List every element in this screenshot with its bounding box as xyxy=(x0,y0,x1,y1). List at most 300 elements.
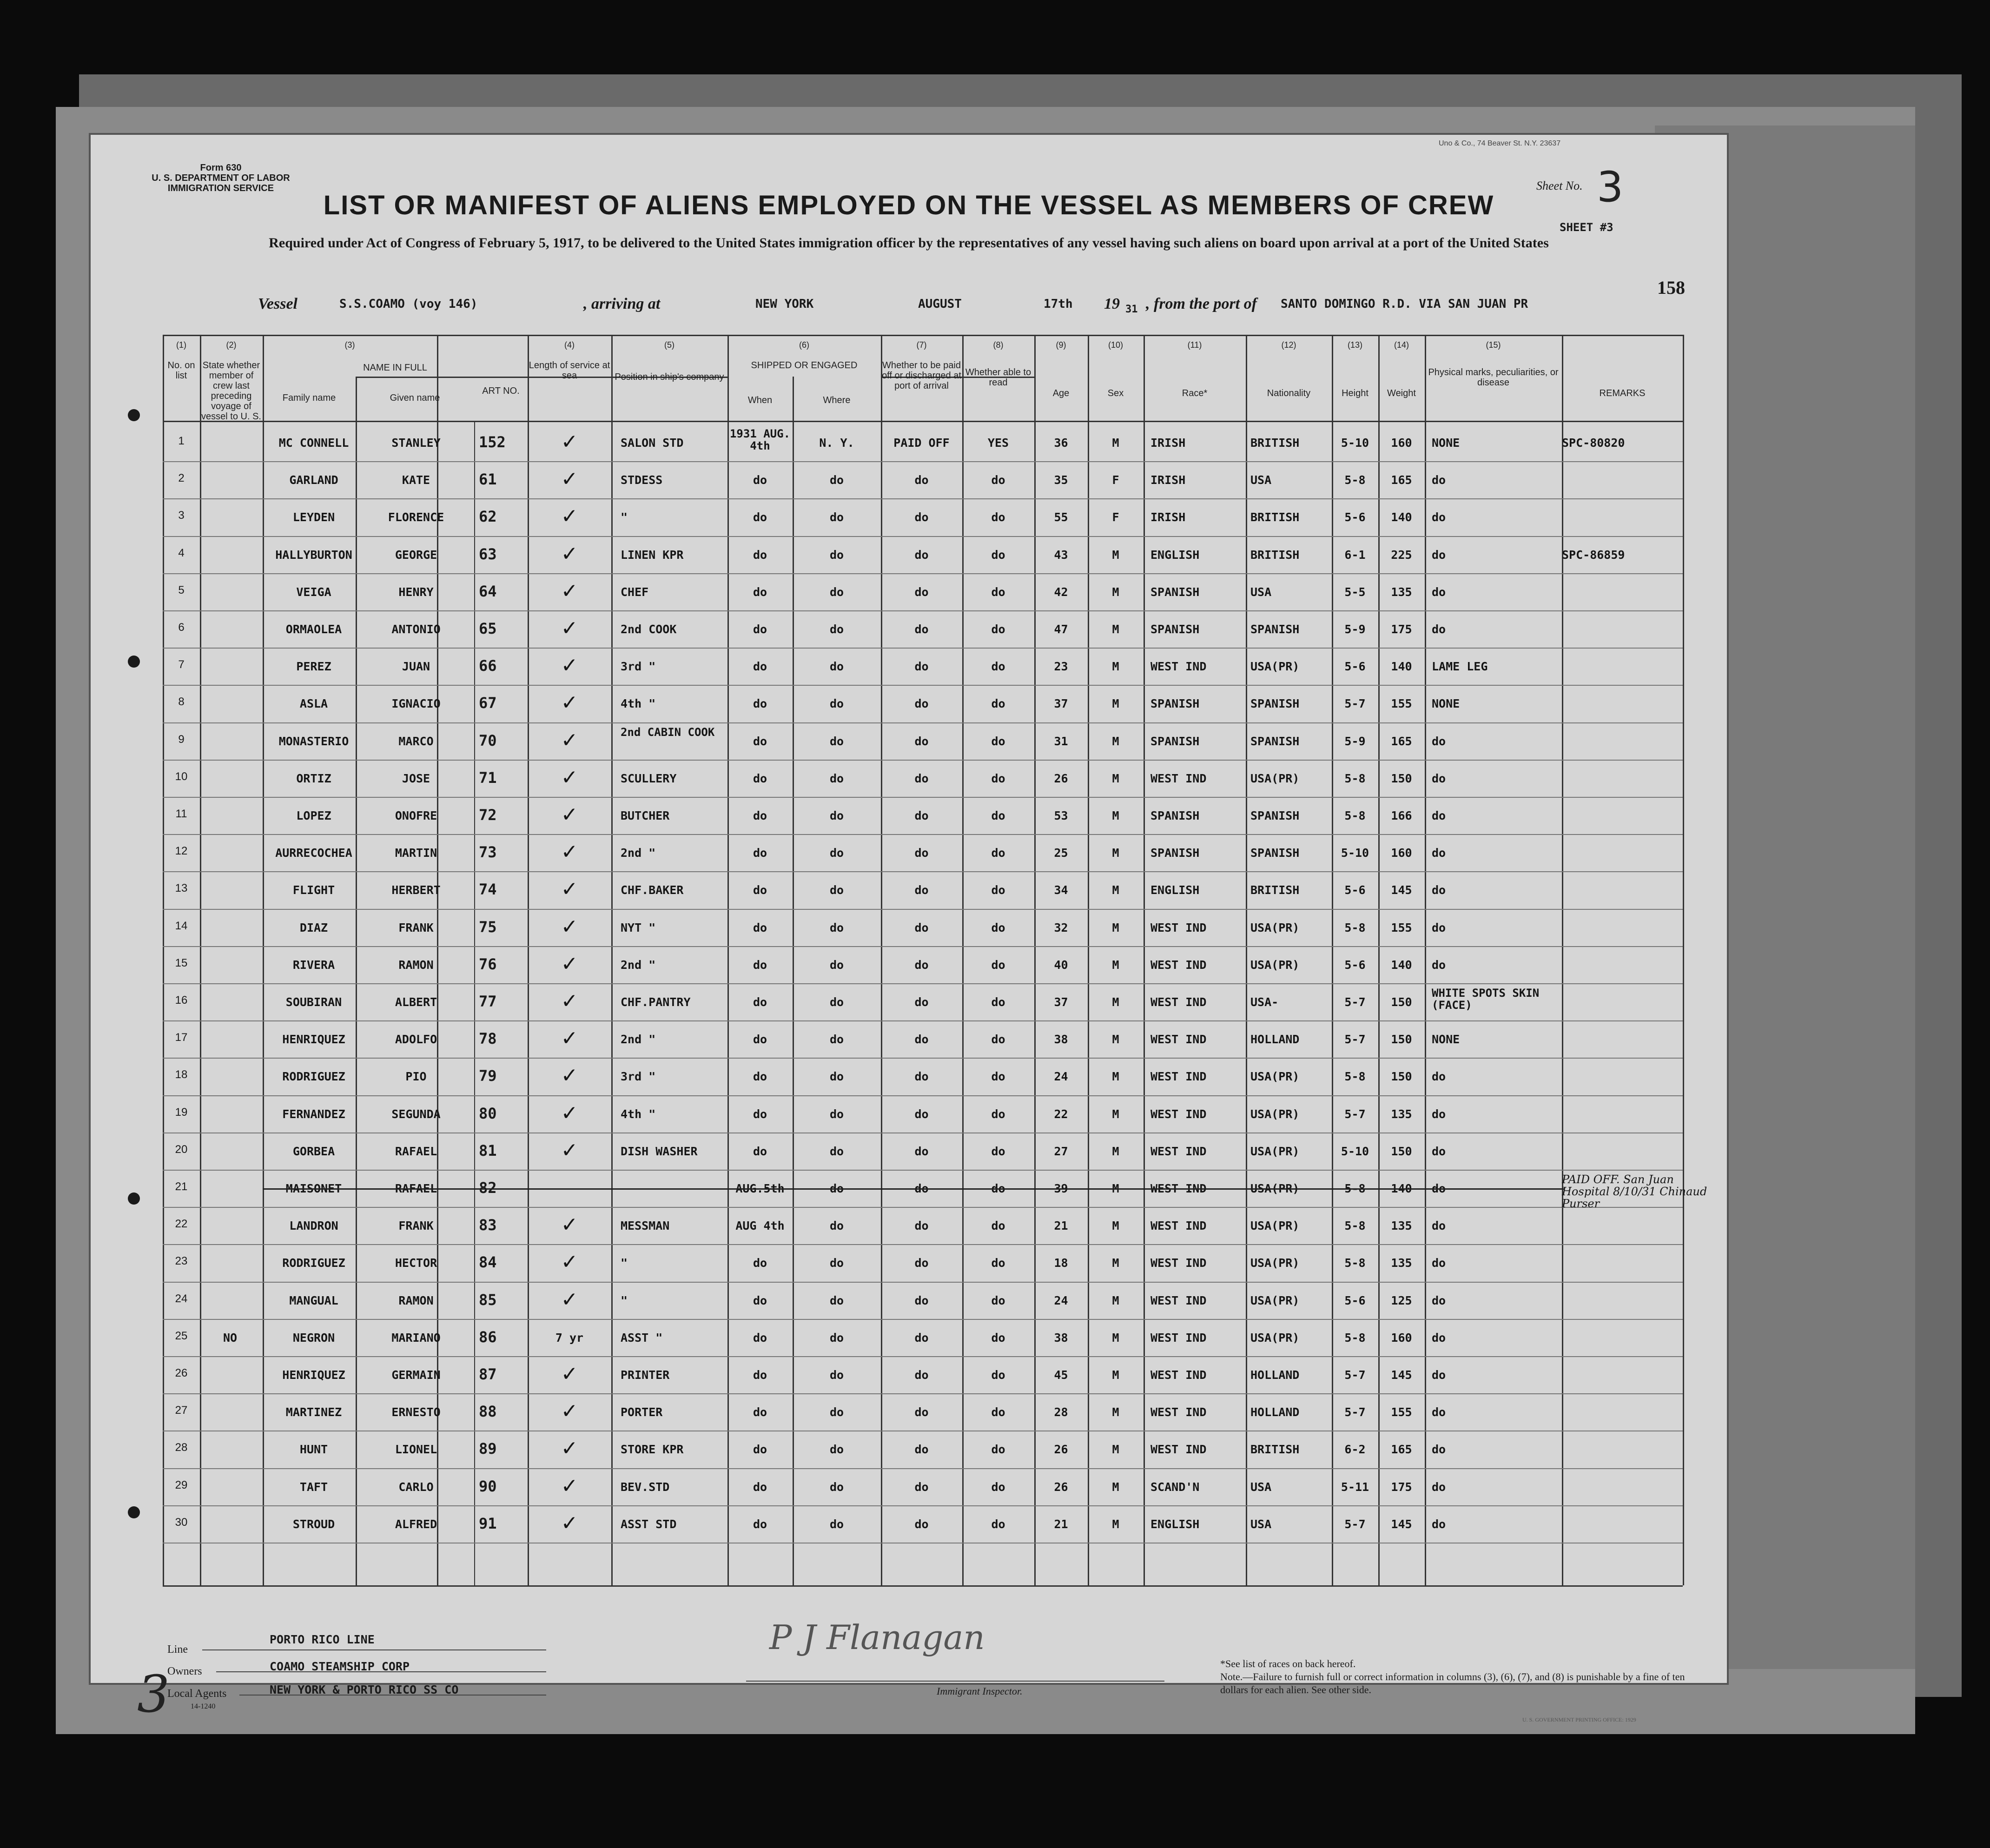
cell-art-no: 86 xyxy=(479,1328,497,1346)
from-label: , from the port of xyxy=(1146,295,1257,312)
cell-given-name: MARCO xyxy=(398,734,434,748)
form-number-block xyxy=(151,163,291,193)
cell-physical-marks: NONE xyxy=(1432,1033,1460,1047)
cell-when: do xyxy=(753,1107,767,1121)
cell-age: 53 xyxy=(1054,809,1068,822)
cell-physical-marks: NONE xyxy=(1432,436,1460,450)
cell-given-name: KATE xyxy=(402,473,430,487)
cell-age: 23 xyxy=(1054,660,1068,674)
cell-service: ✓ xyxy=(561,1474,578,1498)
cell-given-name: GERMAIN xyxy=(391,1368,441,1382)
cell-family-name: ORTIZ xyxy=(296,771,331,785)
cell-weight: 150 xyxy=(1391,1033,1412,1047)
cell-sex: M xyxy=(1112,883,1119,897)
cell-where: do xyxy=(829,1480,844,1494)
cell-when: do xyxy=(753,1293,767,1307)
cell-able-to-read: do xyxy=(991,1405,1005,1419)
cell-able-to-read: do xyxy=(991,1517,1005,1531)
cell-able-to-read: do xyxy=(991,548,1005,562)
cell-physical-marks: do xyxy=(1432,585,1446,599)
header-height: Height xyxy=(1342,388,1369,398)
cell-physical-marks: NONE xyxy=(1432,697,1460,711)
row-number: 29 xyxy=(175,1478,188,1491)
cell-height: 5-7 xyxy=(1344,1107,1366,1121)
cell-age: 24 xyxy=(1054,1293,1068,1307)
cell-family-name: LEYDEN xyxy=(292,510,335,524)
cell-physical-marks: do xyxy=(1432,1443,1446,1457)
cell-height: 5-7 xyxy=(1344,1368,1366,1382)
document-title: LIST OR MANIFEST OF ALIENS EMPLOYED ON THE VESSEL AS MEMBERS OF CREW xyxy=(323,190,1494,220)
cell-where: do xyxy=(829,510,844,524)
cell-nationality: USA(PR) xyxy=(1250,1293,1300,1307)
cell-able-to-read: do xyxy=(991,771,1005,785)
row-number: 24 xyxy=(175,1292,188,1305)
row-number: 23 xyxy=(175,1255,188,1268)
row-number: 11 xyxy=(175,808,187,820)
cell-given-name: FRANK xyxy=(398,921,434,934)
cell-nationality: SPANISH xyxy=(1250,809,1300,822)
cell-height: 5-11 xyxy=(1341,1480,1369,1494)
form-line: IMMIGRATION SERVICE xyxy=(167,183,274,193)
cell-race: SPANISH xyxy=(1150,734,1200,748)
cell-weight: 135 xyxy=(1391,1256,1412,1270)
cell-sex: M xyxy=(1112,697,1119,711)
cell-able-to-read: do xyxy=(991,623,1005,636)
cell-able-to-read: do xyxy=(991,921,1005,934)
cell-height: 5-7 xyxy=(1344,995,1366,1009)
cell-where: do xyxy=(829,1331,844,1345)
cell-able-to-read: do xyxy=(991,1443,1005,1457)
cell-where: do xyxy=(829,585,844,599)
cell-paid-off: do xyxy=(914,1368,929,1382)
cell-given-name: MARIANO xyxy=(391,1331,441,1345)
cell-race: WEST IND xyxy=(1150,1070,1207,1084)
line-label: Line xyxy=(167,1643,188,1656)
cell-paid-off: do xyxy=(914,883,929,897)
cell-sex: M xyxy=(1112,1107,1119,1121)
cell-able-to-read: do xyxy=(991,809,1005,822)
cell-service: ✓ xyxy=(561,1362,578,1386)
column-number: (4) xyxy=(564,340,575,350)
cell-service: ✓ xyxy=(561,1213,578,1237)
cell-race: WEST IND xyxy=(1150,958,1207,972)
cell-race: IRISH xyxy=(1150,473,1186,487)
column-number: (14) xyxy=(1394,340,1409,350)
column-number: (10) xyxy=(1108,340,1123,350)
cell-given-name: CARLO xyxy=(398,1480,434,1494)
cell-age: 37 xyxy=(1054,995,1068,1009)
owners-value: COAMO STEAMSHIP CORP xyxy=(270,1660,410,1673)
cell-family-name: RODRIGUEZ xyxy=(282,1070,345,1084)
cell-physical-marks: do xyxy=(1432,1070,1446,1084)
cell-race: WEST IND xyxy=(1150,771,1207,785)
cell-family-name: ORMAOLEA xyxy=(285,623,342,636)
header-when: When xyxy=(747,395,773,405)
cell-height: 5-10 xyxy=(1341,436,1369,450)
sheet-stamp: SHEET #3 xyxy=(1560,221,1613,234)
cell-art-no: 83 xyxy=(479,1216,497,1234)
cell-position: PORTER xyxy=(621,1405,663,1419)
cell-family-name: LOPEZ xyxy=(296,809,331,822)
cell-height: 6-1 xyxy=(1344,548,1366,562)
cell-able-to-read: do xyxy=(991,697,1005,711)
cell-weight: 166 xyxy=(1391,809,1412,822)
cell-family-name: HUNT xyxy=(299,1443,328,1457)
cell-position: BUTCHER xyxy=(621,809,670,822)
cell-nationality: USA(PR) xyxy=(1250,660,1300,674)
cell-able-to-read: do xyxy=(991,1219,1005,1233)
cell-when: do xyxy=(753,995,767,1009)
cell-position: SALON STD xyxy=(621,436,684,450)
cell-race: SPANISH xyxy=(1150,809,1200,822)
cell-physical-marks: do xyxy=(1432,623,1446,636)
cell-height: 5-7 xyxy=(1344,697,1366,711)
cell-given-name: JUAN xyxy=(402,660,430,674)
cell-family-name: PEREZ xyxy=(296,660,331,674)
voyage-line xyxy=(258,295,1718,318)
header-previous-voyage: State whether member of crew last preceding voyage of vessel to U. S. xyxy=(201,360,261,422)
cell-height: 5-7 xyxy=(1344,1517,1366,1531)
header-name-in-full: NAME IN FULL xyxy=(363,363,427,373)
form-code: 14-1240 xyxy=(191,1702,216,1710)
cell-weight: 135 xyxy=(1391,1219,1412,1233)
cell-art-no: 71 xyxy=(479,768,497,787)
cell-art-no: 64 xyxy=(479,582,497,600)
cell-position: 4th " xyxy=(621,697,656,711)
cell-able-to-read: do xyxy=(991,1144,1005,1158)
cell-paid-off: do xyxy=(914,623,929,636)
cell-paid-off: do xyxy=(914,846,929,860)
cell-race: IRISH xyxy=(1150,510,1186,524)
cell-height: 5-10 xyxy=(1341,1144,1369,1158)
header-paid-off: Whether to be paid off or discharged at port of arrival xyxy=(882,360,961,391)
cell-service: ✓ xyxy=(561,728,578,752)
row-number: 5 xyxy=(178,583,185,596)
cell-age: 22 xyxy=(1054,1107,1068,1121)
cell-weight: 150 xyxy=(1391,1144,1412,1158)
cell-where: do xyxy=(829,809,844,822)
cell-where: do xyxy=(829,548,844,562)
cell-when: do xyxy=(753,883,767,897)
column-number: (3) xyxy=(344,340,355,350)
cell-weight: 165 xyxy=(1391,734,1412,748)
cell-art-no: 75 xyxy=(479,918,497,936)
cell-race: ENGLISH xyxy=(1150,1517,1200,1531)
header-length-of-service: Length of service at sea xyxy=(529,360,610,381)
cell-nationality: HOLLAND xyxy=(1250,1033,1300,1047)
cell-physical-marks: do xyxy=(1432,1182,1446,1195)
cell-race: ENGLISH xyxy=(1150,883,1200,897)
cell-where: do xyxy=(829,1033,844,1047)
cell-sex: M xyxy=(1112,846,1119,860)
cell-race: WEST IND xyxy=(1150,1331,1207,1345)
cell-nationality: HOLLAND xyxy=(1250,1368,1300,1382)
cell-art-no: 80 xyxy=(479,1104,497,1122)
cell-family-name: MAISONET xyxy=(285,1182,342,1195)
cell-paid-off: do xyxy=(914,1107,929,1121)
cell-race: WEST IND xyxy=(1150,1144,1207,1158)
cell-height: 5-5 xyxy=(1344,585,1366,599)
cell-family-name: AURRECOCHEA xyxy=(275,846,352,860)
header-sex: Sex xyxy=(1107,388,1124,398)
cell-position: 2nd CABIN COOK xyxy=(621,725,715,739)
cell-nationality: USA(PR) xyxy=(1250,1070,1300,1084)
cell-given-name: RAFAEL xyxy=(395,1144,437,1158)
cell-paid-off: do xyxy=(914,585,929,599)
cell-where: do xyxy=(829,1256,844,1270)
cell-service: 7 yr xyxy=(555,1331,584,1345)
cell-family-name: MONASTERIO xyxy=(278,734,349,748)
cell-nationality: SPANISH xyxy=(1250,623,1300,636)
cell-when: do xyxy=(753,473,767,487)
cell-sex: M xyxy=(1112,734,1119,748)
cell-when: do xyxy=(753,958,767,972)
cell-given-name: STANLEY xyxy=(391,436,441,450)
header-physical-marks: Physical marks, peculiarities, or disease xyxy=(1428,367,1559,388)
cell-where: do xyxy=(829,1219,844,1233)
cell-sex: F xyxy=(1112,473,1119,487)
row-number: 7 xyxy=(178,658,185,671)
sheet-number: 3 xyxy=(1597,163,1624,212)
cell-weight: 135 xyxy=(1391,1107,1412,1121)
cell-height: 5-9 xyxy=(1344,734,1366,748)
cell-service: ✓ xyxy=(561,654,578,678)
row-number: 26 xyxy=(175,1367,188,1379)
cell-art-no: 79 xyxy=(479,1067,497,1085)
cell-able-to-read: do xyxy=(991,995,1005,1009)
cell-given-name: SEGUNDA xyxy=(391,1107,441,1121)
cell-service: ✓ xyxy=(561,1511,578,1535)
cell-weight: 150 xyxy=(1391,995,1412,1009)
punch-hole xyxy=(128,1192,140,1205)
cell-where: do xyxy=(829,473,844,487)
cell-given-name: RAFAEL xyxy=(395,1182,437,1195)
cell-age: 47 xyxy=(1054,623,1068,636)
cell-family-name: STROUD xyxy=(292,1517,335,1531)
row-number: 17 xyxy=(175,1031,188,1044)
cell-race: WEST IND xyxy=(1150,1107,1207,1121)
cell-race: WEST IND xyxy=(1150,660,1207,674)
departure-port: SANTO DOMINGO R.D. VIA SAN JUAN PR xyxy=(1281,297,1528,311)
cell-physical-marks: do xyxy=(1432,1517,1446,1531)
cell-service: ✓ xyxy=(561,1138,578,1162)
cell-nationality: USA xyxy=(1250,1517,1272,1531)
column-number: (7) xyxy=(916,340,927,350)
cell-weight: 140 xyxy=(1391,510,1412,524)
cell-race: SPANISH xyxy=(1150,623,1200,636)
cell-family-name: DIAZ xyxy=(299,921,328,934)
cell-position: PRINTER xyxy=(621,1368,670,1382)
cell-where: do xyxy=(829,958,844,972)
cell-sex: M xyxy=(1112,436,1119,450)
header-where: Where xyxy=(823,395,851,405)
cell-age: 38 xyxy=(1054,1331,1068,1345)
cell-when: do xyxy=(753,510,767,524)
cell-nationality: USA(PR) xyxy=(1250,921,1300,934)
cell-height: 5-8 xyxy=(1344,1219,1366,1233)
cell-height: 5-7 xyxy=(1344,1033,1366,1047)
cell-race: ENGLISH xyxy=(1150,548,1200,562)
form-line: U. S. DEPARTMENT OF LABOR xyxy=(152,173,290,183)
inspector-label: Immigrant Inspector. xyxy=(937,1685,1023,1697)
sheet-label: Sheet No. xyxy=(1536,179,1583,192)
cell-where: do xyxy=(829,1443,844,1457)
cell-when: do xyxy=(753,1517,767,1531)
cell-sex: M xyxy=(1112,1033,1119,1047)
cell-art-no: 89 xyxy=(479,1440,497,1458)
cell-able-to-read: do xyxy=(991,734,1005,748)
cell-nationality: USA(PR) xyxy=(1250,958,1300,972)
cell-physical-marks: do xyxy=(1432,1331,1446,1345)
cell-weight: 145 xyxy=(1391,1368,1412,1382)
cell-able-to-read: do xyxy=(991,473,1005,487)
cell-race: SCAND'N xyxy=(1150,1480,1200,1494)
cell-height: 5-7 xyxy=(1344,1405,1366,1419)
cell-service: ✓ xyxy=(561,1064,578,1088)
cell-age: 31 xyxy=(1054,734,1068,748)
cell-remarks: SPC-80820 xyxy=(1562,436,1625,450)
cell-when: AUG 4th xyxy=(735,1219,785,1233)
cell-given-name: HECTOR xyxy=(395,1256,437,1270)
cell-paid-off: do xyxy=(914,734,929,748)
cell-weight: 155 xyxy=(1391,921,1412,934)
arrival-port: NEW YORK xyxy=(755,297,814,311)
page-number: 158 xyxy=(1657,277,1685,298)
cell-age: 26 xyxy=(1054,1480,1068,1494)
cell-art-no: 91 xyxy=(479,1514,497,1532)
cell-race: WEST IND xyxy=(1150,1443,1207,1457)
cell-family-name: MC CONNELL xyxy=(278,436,349,450)
cell-able-to-read: do xyxy=(991,846,1005,860)
cell-art-no: 84 xyxy=(479,1253,497,1272)
cell-paid-off: do xyxy=(914,809,929,822)
cell-height: 5-8 xyxy=(1344,809,1366,822)
year-suffix: 31 xyxy=(1125,304,1138,315)
cell-race: SPANISH xyxy=(1150,697,1200,711)
manifest-table xyxy=(163,335,1707,1716)
cell-position: SCULLERY xyxy=(621,771,677,785)
cell-weight: 155 xyxy=(1391,1405,1412,1419)
punch-hole xyxy=(128,656,140,668)
cell-paid-off: do xyxy=(914,1219,929,1233)
cell-race: WEST IND xyxy=(1150,1368,1207,1382)
cell-paid-off: do xyxy=(914,1517,929,1531)
cell-nationality: USA(PR) xyxy=(1250,771,1300,785)
cell-age: 43 xyxy=(1054,548,1068,562)
cell-nationality: USA(PR) xyxy=(1250,1182,1300,1195)
cell-given-name: JOSE xyxy=(402,771,430,785)
cell-age: 40 xyxy=(1054,958,1068,972)
cell-position: DISH WASHER xyxy=(621,1144,698,1158)
row-number: 30 xyxy=(175,1516,188,1529)
cell-physical-marks: do xyxy=(1432,548,1446,562)
cell-where: do xyxy=(829,623,844,636)
cell-sex: M xyxy=(1112,958,1119,972)
cell-able-to-read: do xyxy=(991,1480,1005,1494)
cell-weight: 160 xyxy=(1391,846,1412,860)
cell-able-to-read: do xyxy=(991,1107,1005,1121)
cell-sex: M xyxy=(1112,1368,1119,1382)
cell-physical-marks: do xyxy=(1432,1107,1446,1121)
document-subtitle: Required under Act of Congress of February 5, 1917, to be delivered to the United States immigration officer by the representatives of any vessel having such aliens on board upon arrival at a port of the United States xyxy=(269,235,1549,251)
cell-sex: M xyxy=(1112,585,1119,599)
cell-sex: M xyxy=(1112,660,1119,674)
header-able-to-read: Whether able to read xyxy=(965,367,1031,388)
column-number: (5) xyxy=(664,340,674,350)
cell-when: do xyxy=(753,660,767,674)
cell-weight: 225 xyxy=(1391,548,1412,562)
cell-given-name: FLORENCE xyxy=(388,510,444,524)
header-race: Race* xyxy=(1182,388,1208,398)
cell-position: NYT " xyxy=(621,921,656,934)
cell-given-name: IGNACIO xyxy=(391,697,441,711)
cell-race: WEST IND xyxy=(1150,1256,1207,1270)
cell-age: 35 xyxy=(1054,473,1068,487)
cell-position: " xyxy=(621,1256,628,1270)
cell-race: IRISH xyxy=(1150,436,1186,450)
cell-age: 25 xyxy=(1054,846,1068,860)
cell-paid-off: do xyxy=(914,958,929,972)
year-prefix: 19 xyxy=(1104,295,1120,312)
cell-position: CHEF xyxy=(621,585,649,599)
cell-position: STDESS xyxy=(621,473,663,487)
cell-given-name: ADOLFO xyxy=(395,1033,437,1047)
cell-weight: 145 xyxy=(1391,883,1412,897)
row-number: 6 xyxy=(178,621,185,634)
cell-paid-off: do xyxy=(914,548,929,562)
cell-sex: M xyxy=(1112,1405,1119,1419)
cell-service: ✓ xyxy=(561,579,578,603)
cell-family-name: NEGRON xyxy=(292,1331,335,1345)
cell-nationality: HOLLAND xyxy=(1250,1405,1300,1419)
cell-where: N. Y. xyxy=(819,436,854,450)
cell-family-name: MANGUAL xyxy=(289,1293,338,1307)
cell-weight: 125 xyxy=(1391,1293,1412,1307)
cell-position: CHF.BAKER xyxy=(621,883,684,897)
cell-art-no: 61 xyxy=(479,470,497,489)
cell-sex: M xyxy=(1112,623,1119,636)
cell-service: ✓ xyxy=(561,430,578,454)
cell-given-name: HENRY xyxy=(398,585,434,599)
cell-height: 5-8 xyxy=(1344,473,1366,487)
row-number: 4 xyxy=(178,546,185,559)
cell-where: do xyxy=(829,697,844,711)
cell-age: 37 xyxy=(1054,697,1068,711)
cell-art-no: 72 xyxy=(479,806,497,824)
column-number: (11) xyxy=(1187,340,1202,350)
cell-weight: 165 xyxy=(1391,473,1412,487)
cell-art-no: 87 xyxy=(479,1365,497,1383)
cell-weight: 175 xyxy=(1391,623,1412,636)
cell-family-name: ASLA xyxy=(299,697,328,711)
cell-able-to-read: do xyxy=(991,1070,1005,1084)
cell-weight: 140 xyxy=(1391,1182,1412,1195)
cell-given-name: PIO xyxy=(405,1070,427,1084)
printer-note: Uno & Co., 74 Beaver St. N.Y. 23637 xyxy=(1439,139,1561,147)
cell-age: 18 xyxy=(1054,1256,1068,1270)
cell-weight: 140 xyxy=(1391,958,1412,972)
cell-art-no: 78 xyxy=(479,1030,497,1048)
cell-physical-marks: do xyxy=(1432,1256,1446,1270)
cell-when: do xyxy=(753,1256,767,1270)
cell-when: do xyxy=(753,921,767,934)
header-weight: Weight xyxy=(1387,388,1416,398)
row-number: 2 xyxy=(178,472,185,485)
header-no-on-list: No. on list xyxy=(167,360,195,381)
cell-sex: M xyxy=(1112,1331,1119,1345)
row-number: 16 xyxy=(175,994,188,1007)
cell-given-name: FRANK xyxy=(398,1219,434,1233)
